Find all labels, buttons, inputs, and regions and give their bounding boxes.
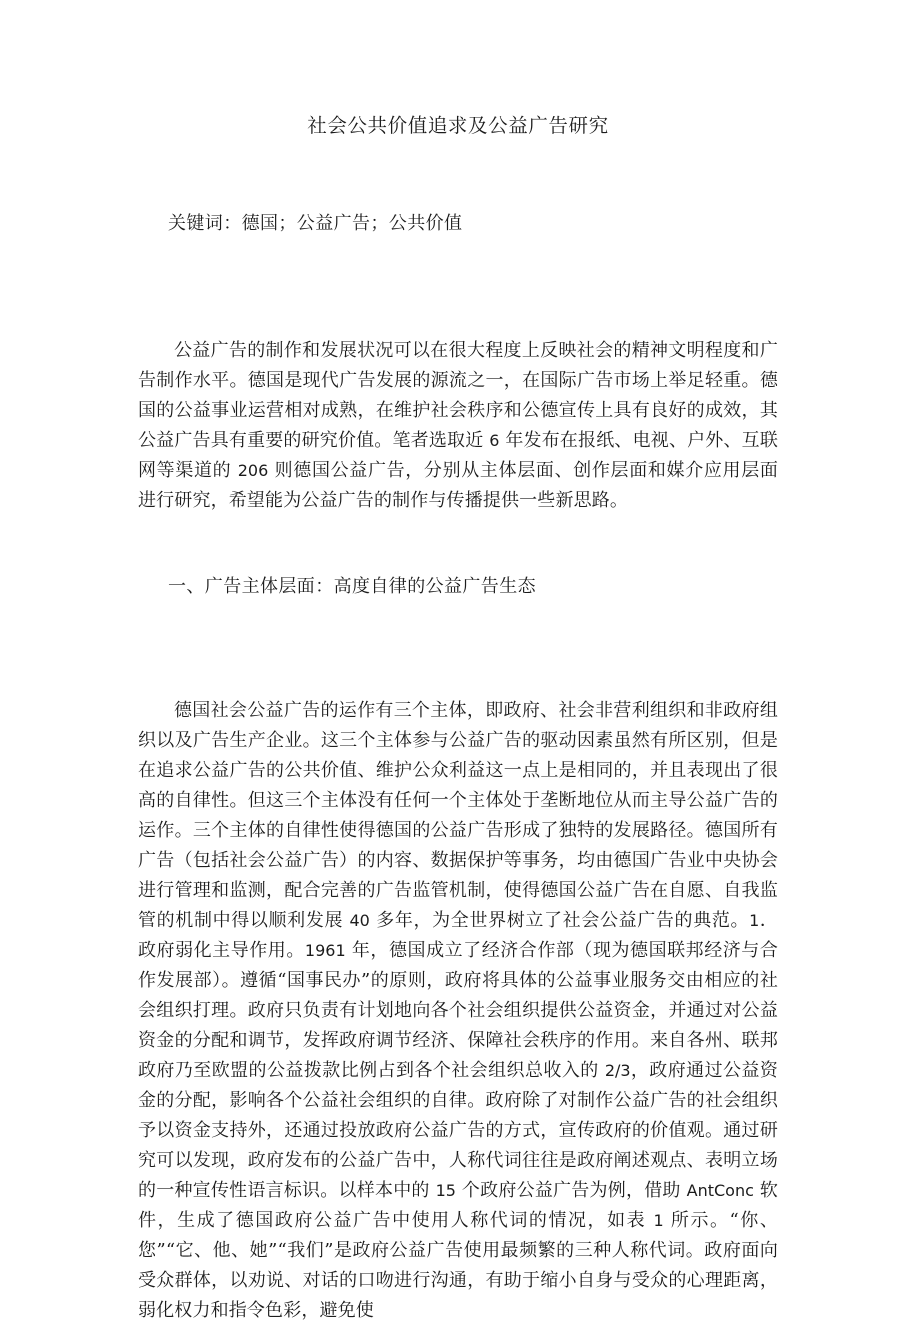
- latin-run: AntConc: [686, 1181, 754, 1200]
- latin-run: 2/3: [604, 1061, 631, 1080]
- abstract-paragraph: 公益广告的制作和发展状况可以在很大程度上反映社会的精神文明程度和广告制作水平。德国是现代广告发展的源流之一，在国际广告市场上举足轻重。德国的公益事业运营相对成熟，在维护社会秩序和公德宣传上具有良好的成效，其公益广告具有重要的研究价值。笔者选取近 6 年发布在报纸、电视、户外、互联网等渠道的 206 则德国公益广告，分别从主体层面、创作层面和媒介应用层面进行研究，希望能为公益广告的制作与传播提供一些新思路。: [138, 340, 779, 511]
- page-title: 社会公共价值追求及公益广告研究: [307, 114, 609, 137]
- section-heading-one: 一、广告主体层面：高度自律的公益广告生态: [168, 576, 536, 597]
- latin-run: 15: [435, 1181, 456, 1200]
- latin-run: 40: [349, 911, 370, 930]
- latin-run: 1961: [304, 941, 346, 960]
- latin-run: 206: [237, 461, 269, 480]
- latin-run: 6: [489, 431, 500, 450]
- latin-run: 1: [749, 911, 760, 930]
- body-paragraph: 德国社会公益广告的运作有三个主体，即政府、社会非营利组织和非政府组织以及广告生产企业。这三个主体参与公益广告的驱动因素虽然有所区别，但是在追求公益广告的公共价值、维护公众利益这一点上是相同的，并且表现出了很高的自律性。但这三个主体没有任何一个主体处于垄断地位从而主导公益广告的运作。三个主体的自律性使得德国的公益广告形成了独特的发展路径。德国所有广告（包括社会公益广告）的内容、数据保护等事务，均由德国广告业中央协会进行管理和监测，配合完善的广告监管机制，使得德国公益广告在自愿、自我监管的机制中得以顺利发展 40 多年，为全世界树立了社会公益广告的典范。1．政府弱化主导作用。1961 年，德国成立了经济合作部（现为德国联邦经济与合作发展部）。遵循“国事民办”的原则，政府将具体的公益事业服务交由相应的社会组织打理。政府只负责有计划地向各个社会组织提供公益资金，并通过对公益资金的分配和调节，发挥政府调节经济、保障社会秩序的作用。来自各州、联邦政府乃至欧盟的公益拨款比例占到各个社会组织总收入的 2/3，政府通过公益资金的分配，影响各个公益社会组织的自律。政府除了对制作公益广告的社会组织予以资金支持外，还通过投放政府公益广告的方式，宣传政府的价值观。通过研究可以发现，政府发布的公益广告中，人称代词往往是政府阐述观点、表明立场的一种宣传性语言标识。以样本中的 15 个政府公益广告为例，借助 AntConc 软件，生成了德国政府公益广告中使用人称代词的情况，如表 1 所示。“你、您”“它、他、她”“我们”是政府公益广告使用最频繁的三种人称代词。政府面向受众群体，以劝说、对话的口吻进行沟通，有助于缩小自身与受众的心理距离，弱化权力和指令色彩，避免使: [138, 700, 778, 1321]
- latin-run: 1: [653, 1211, 664, 1230]
- keywords-line: 关键词：德国；公益广告；公共价值: [168, 213, 463, 234]
